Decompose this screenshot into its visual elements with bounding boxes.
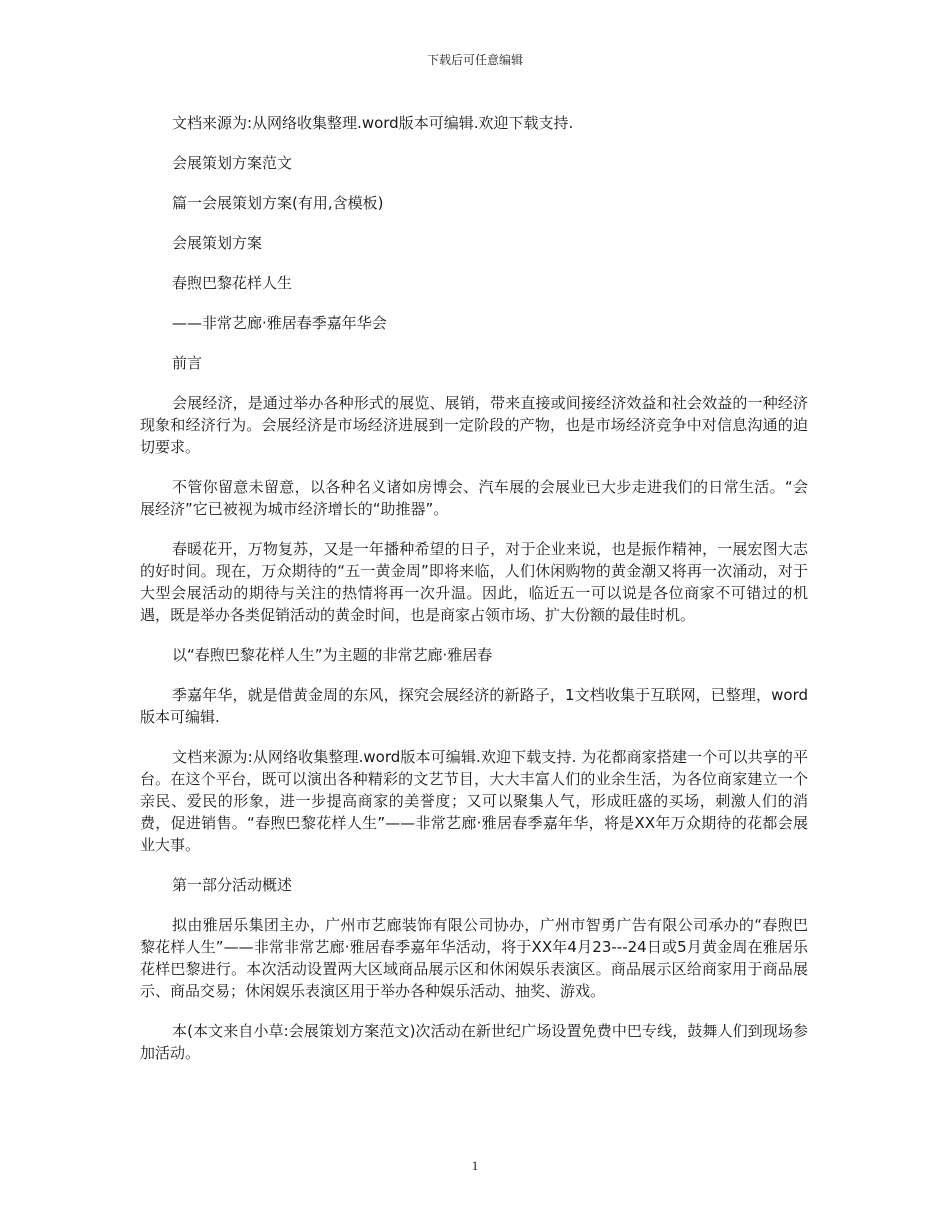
paragraph-8: 本(本文来自小草:会展策划方案范文)次活动在新世纪广场设置免费中巴专线，鼓舞人们到现场参加活动。	[140, 1022, 808, 1062]
preface-heading: 前言	[172, 354, 203, 372]
paragraph-7: 拟由雅居乐集团主办，广州市艺廊装饰有限公司协办，广州市智勇广告有限公司承办的“春煦巴黎花样人生”——非常非常艺廊·雅居春季嘉年华活动，将于XX年4月23---24日或5月黄金周在雅居乐花样巴黎进行。本次活动设置两大区域商品展示区和休闲娱乐表演区。商品展示区给商家用于商品展示、商品交易；休闲娱乐表演区用于举办各种娱乐活动、抽奖、游戏。	[140, 916, 808, 1000]
theme-line: 春煦巴黎花样人生	[172, 274, 293, 292]
page-number: 1	[471, 1158, 479, 1173]
section-heading: 第一部分活动概述	[172, 876, 293, 894]
document-title: 会展策划方案范文	[172, 154, 293, 172]
paragraph-5: 季嘉年华，就是借黄金周的东风，探究会展经济的新路子，1文档收集于互联网，已整理，word版本可编辑.	[140, 686, 808, 726]
paragraph-1: 会展经济，是通过举办各种形式的展览、展销，带来直接或间接经济效益和社会效益的一种经济现象和经济行为。会展经济是市场经济进展到一定阶段的产物，也是市场经济竞争中对信息沟通的迫切要求。	[140, 394, 808, 456]
document-body	[140, 112, 808, 1082]
plan-title: 会展策划方案	[172, 234, 263, 252]
paragraph-3: 春暖花开，万物复苏，又是一年播种希望的日子，对于企业来说，也是振作精神，一展宏图大志的好时间。现在，万众期待的“五一黄金周”即将来临，人们休闲购物的黄金潮又将再一次涌动，对于大型会展活动的期待与关注的热情将再一次升温。因此，临近五一可以说是各位商家不可错过的机遇，既是举办各类促销活动的黄金时间，也是商家占领市场、扩大份额的最佳时机。	[140, 540, 808, 624]
source-line: 文档来源为:从网络收集整理.word版本可编辑.欢迎下载支持.	[172, 114, 574, 132]
paragraph-2: 不管你留意未留意，以各种名义诸如房博会、汽车展的会展业已大步走进我们的日常生活。“会展经济”它已被视为城市经济增长的“助推器”。	[140, 478, 808, 518]
event-name-line: ——非常艺廊·雅居春季嘉年华会	[172, 314, 387, 332]
paragraph-4: 以“春煦巴黎花样人生”为主题的非常艺廊·雅居春	[172, 646, 493, 664]
page-header: 下载后可任意编辑	[426, 53, 523, 67]
document-subtitle: 篇一会展策划方案(有用,含模板)	[172, 194, 384, 212]
paragraph-6: 文档来源为:从网络收集整理.word版本可编辑.欢迎下载支持. 为花都商家搭建一个可以共享的平台。在这个平台，既可以演出各种精彩的文艺节目，大大丰富人们的业余生活，为各位商家建立一个亲民、爱民的形象，进一步提高商家的美誉度；又可以聚集人气，形成旺盛的买场，刺激人们的消费，促进销售。“春煦巴黎花样人生”——非常艺廊·雅居春季嘉年华，将是XX年万众期待的花都会展业大事。	[140, 748, 808, 854]
